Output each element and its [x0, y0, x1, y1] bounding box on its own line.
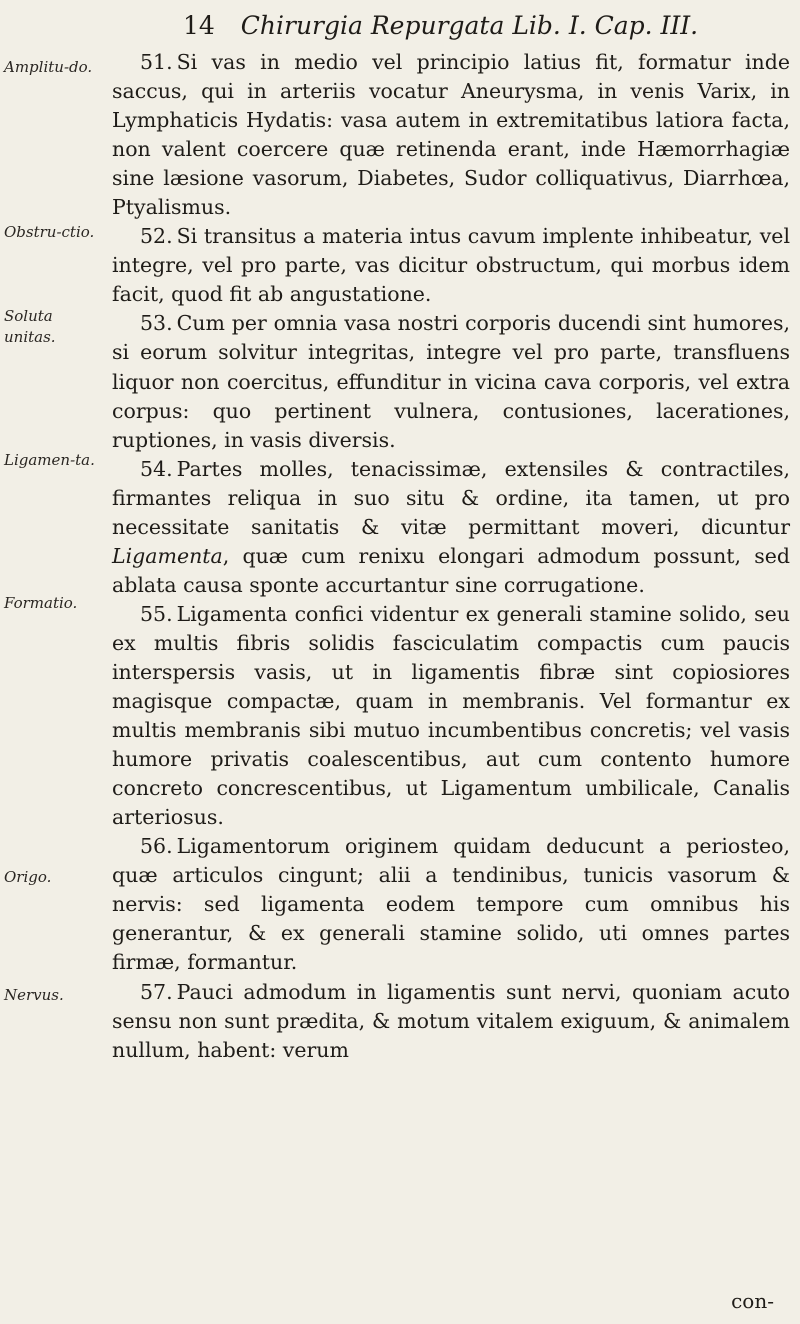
paragraph-text: Si transitus a materia intus cavum implente inhibeatur, vel integre, vel pro parte, vas dicitur obstructum, qui morbus idem facit, quod fit ab angustatione.: [112, 224, 790, 307]
margin-note-origo: Origo.: [4, 868, 52, 886]
paragraph-52: [112, 222, 790, 309]
paragraph-text: , quæ cum renixu elongari admodum possunt, sed ablata causa sponte accurtantur sine corrugatione.: [112, 543, 790, 597]
paragraph-55: [112, 600, 790, 832]
paragraph-54: [112, 455, 790, 600]
paragraph-text: Partes molles, tenacissimæ, extensiles & contractiles, firmantes reliqua in suo situ & ordine, ita tamen, ut pro necessitate sanitatis & vitæ permittant moveri, dicuntur: [112, 456, 790, 539]
paragraph-56: [112, 832, 790, 977]
term-ligamenta: Ligamenta: [112, 543, 223, 568]
body-text: [112, 48, 790, 1065]
paragraph-57: [112, 978, 790, 1065]
margin-note-obstructio: Obstru-ctio.: [4, 223, 95, 241]
paragraph-number: 53.: [140, 311, 173, 336]
running-header: [183, 8, 783, 44]
catchword: con-: [731, 1289, 774, 1313]
margin-note-ligamenta: Ligamen-ta.: [4, 451, 95, 469]
margin-note-formatio: Formatio.: [4, 594, 78, 612]
paragraph-text: Si vas in medio vel principio latius fit, formatur inde saccus, qui in arteriis vocatur Aneurysma, in venis Varix, in Lymphaticis Hydatis: vasa autem in extremitatibus latiora facta, non valent coercere quæ retinenda erant, inde Hæmorrhagiæ sine læsione vasorum, Diabetes, Sudor colliquativus, Diarrhœa, Ptyalismus.: [112, 50, 790, 220]
margin-note-amplitudo: Amplitu-do.: [4, 58, 93, 76]
page-number: 14: [183, 11, 215, 40]
paragraph-51: [112, 48, 790, 222]
paragraph-number: 57.: [140, 979, 173, 1004]
paragraph-text: Ligamenta confici videntur ex generali stamine solido, seu ex multis fibris solidis fasciculatim compactis cum paucis interspersis vasis, ut in ligamentis fibræ sint copiosiores magisque compactæ, quam in membranis. Vel formantur ex multis membranis sibi mutuo incumbentibus concretis; vel vasis humore privatis coalescentibus, aut cum contento humore concreto concrescentibus, ut Ligamentum umbilicale, Canalis arteriosus.: [112, 601, 790, 830]
paragraph-text: Cum per omnia vasa nostri corporis ducendi sint humores, si eorum solvitur integritas, integre vel pro parte, transfluens liquor non coercitus, effunditur in vicina cava corporis, vel extra corpus: quo pertinent vulnera, contusiones, lacerationes, ruptiones, in vasis diversis.: [112, 311, 790, 452]
margin-note-nervus: Nervus.: [4, 986, 64, 1004]
margin-note-soluta-unitas: Soluta unitas.: [4, 307, 56, 346]
paragraph-number: 51.: [140, 50, 173, 74]
paragraph-number: 52.: [140, 224, 173, 249]
running-title: Chirurgia Repurgata Lib. I. Cap. III.: [240, 11, 699, 40]
paragraph-number: 56.: [140, 834, 173, 859]
paragraph-53: [112, 309, 790, 454]
paragraph-number: 54.: [140, 456, 173, 481]
paragraph-text: Ligamentorum originem quidam deducunt a periosteo, quæ articulos cingunt; alii a tendinibus, tunicis vasorum & nervis: sed ligamenta eodem tempore cum omnibus his generantur, & ex generali stamine solido, uti omnes partes firmæ, formantur.: [112, 834, 790, 975]
paragraph-text: Pauci admodum in ligamentis sunt nervi, quoniam acuto sensu non sunt prædita, & motum vitalem exiguum, & animalem nullum, habent: verum: [112, 979, 790, 1062]
paragraph-number: 55.: [140, 601, 173, 626]
